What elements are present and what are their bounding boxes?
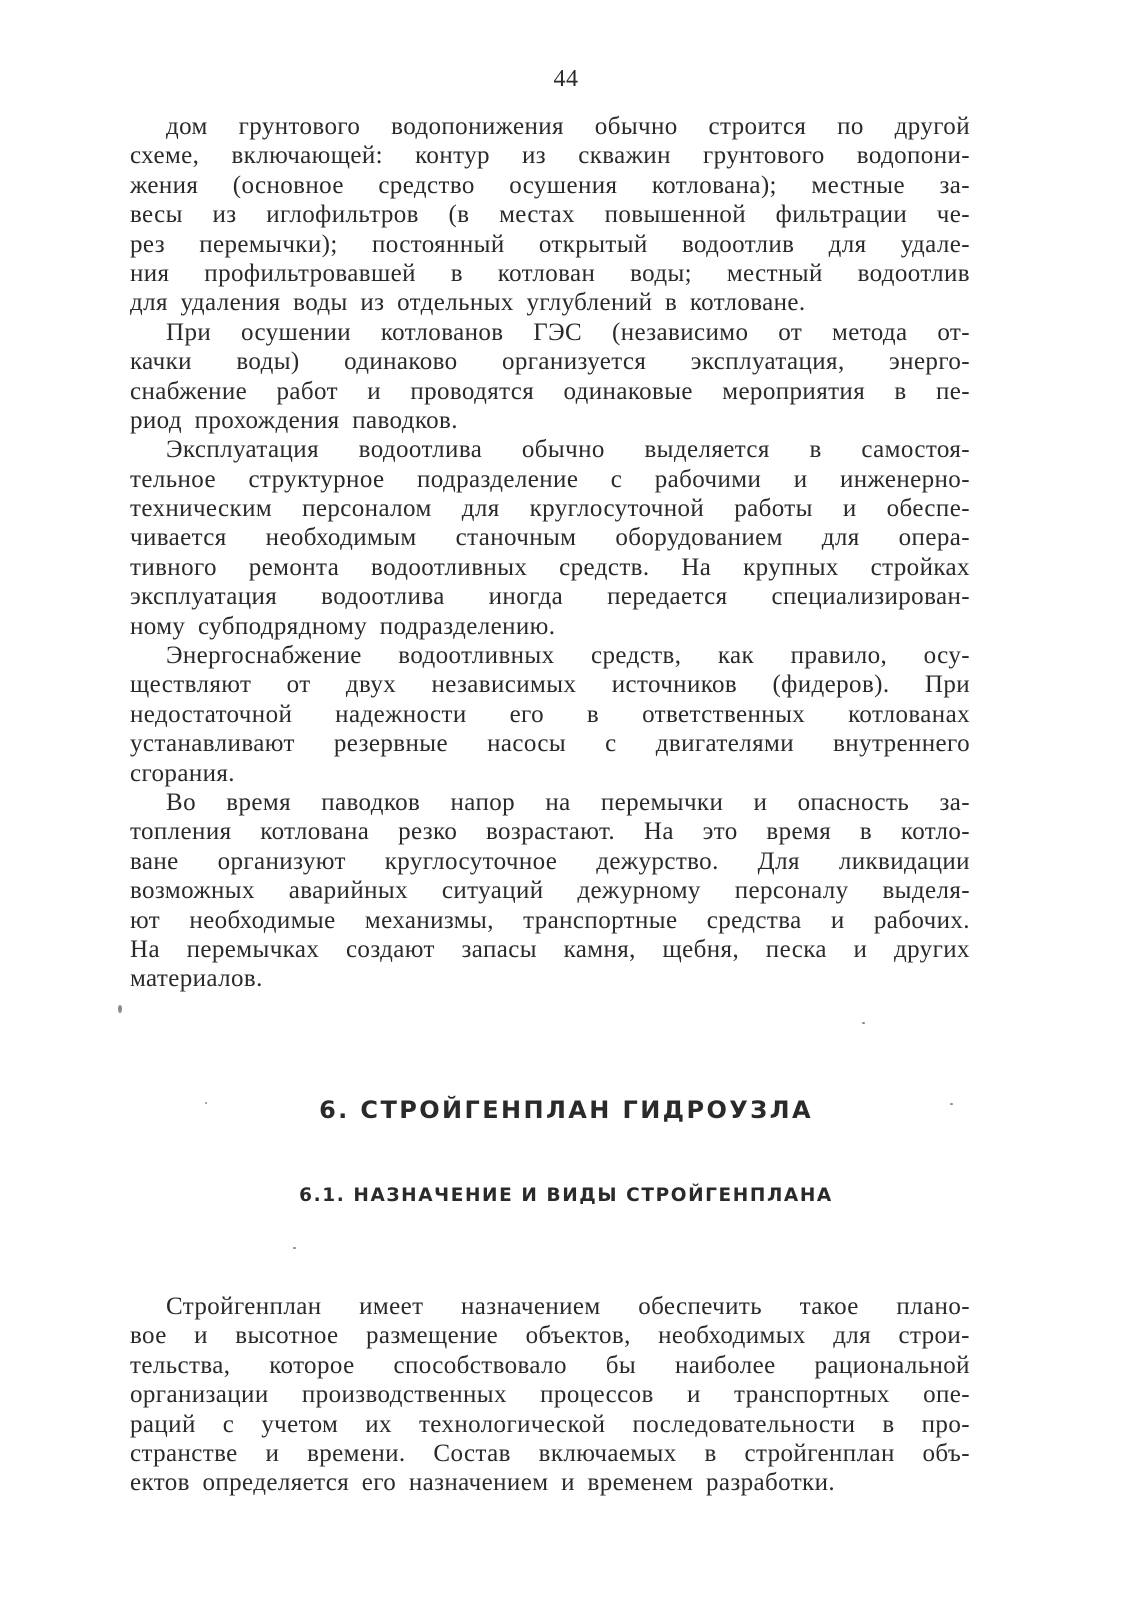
text-line: риод прохождения паводков.: [130, 406, 458, 434]
word: внутреннего: [833, 730, 970, 758]
word: рабочих.: [873, 906, 970, 934]
word: строи-: [898, 1322, 970, 1350]
word: одинаковые: [563, 377, 693, 405]
word: Для: [757, 847, 800, 875]
word: водоотлив: [857, 259, 970, 287]
subsection-title: 6.1. НАЗНАЧЕНИЕ И ВИДЫ СТРОЙГЕНПЛАНА: [299, 1185, 833, 1206]
word: как: [717, 642, 755, 670]
word: схеме,: [130, 142, 200, 170]
word: жения: [130, 171, 199, 199]
word: круглосуточное: [384, 847, 558, 875]
word: создают: [345, 935, 435, 963]
word: в: [450, 259, 463, 287]
word: обеспе-: [886, 495, 970, 523]
word: эксплуатация: [130, 583, 278, 611]
text-line: [130, 788, 970, 817]
text-line: [130, 230, 970, 259]
word: другой: [894, 113, 970, 140]
word: Энергоснабжение: [166, 642, 362, 670]
word: и: [194, 1322, 208, 1350]
word: воды): [236, 348, 300, 376]
word: которое: [269, 1351, 355, 1379]
word: весы: [130, 201, 183, 229]
word: проводятся: [410, 377, 535, 405]
word: скважин: [578, 142, 671, 170]
word: одинаково: [344, 348, 458, 376]
word: средства: [706, 906, 802, 934]
body-text-bottom: [130, 1292, 970, 1498]
word: возможных: [130, 877, 255, 905]
word: для: [828, 230, 867, 258]
word: учетом: [261, 1410, 339, 1438]
word: с: [605, 730, 617, 758]
word: включающей:: [231, 142, 384, 170]
word: двигателями: [655, 730, 794, 758]
word: технологической: [418, 1410, 606, 1438]
word: недостаточной: [130, 700, 293, 728]
text-line: [130, 729, 970, 758]
word: правило,: [790, 642, 888, 670]
text-line: [130, 1439, 970, 1468]
word: и: [753, 788, 768, 816]
word: водоотливных: [398, 642, 555, 670]
word: Во: [166, 788, 196, 816]
word: необходимые: [189, 906, 336, 934]
word: профильтровавшей: [204, 259, 416, 287]
word: и: [842, 495, 857, 523]
word: организуют: [217, 847, 346, 875]
paragraph: [130, 318, 970, 436]
word: дежурному: [577, 877, 701, 905]
text-line: [130, 906, 970, 935]
word: средств,: [591, 642, 682, 670]
word: способствовало: [393, 1351, 567, 1379]
word: организации: [130, 1381, 269, 1409]
word: контур: [415, 142, 490, 170]
text-line: [130, 200, 970, 229]
word: последовательности: [632, 1410, 856, 1438]
word: Состав: [433, 1439, 511, 1467]
word: котлован: [497, 259, 596, 287]
word: местные: [811, 171, 905, 199]
word: странстве: [130, 1439, 238, 1467]
word: обычно: [521, 436, 605, 464]
text-line: материалов.: [130, 965, 263, 993]
word: вое: [130, 1322, 167, 1350]
word: транспортные: [523, 906, 678, 934]
word: строится: [708, 113, 807, 140]
text-line: [130, 523, 970, 552]
word: станочным: [455, 524, 577, 552]
word: напор: [450, 788, 516, 816]
word: двух: [345, 671, 397, 699]
word: стройках: [870, 553, 970, 581]
word: и: [853, 935, 868, 963]
word: местный: [726, 259, 823, 287]
word: перемычки: [600, 788, 724, 816]
text-line: [130, 817, 970, 846]
word: персоналом: [302, 495, 432, 523]
word: ществляют: [130, 671, 252, 699]
word: за-: [939, 171, 970, 199]
word: (в: [448, 201, 470, 229]
text-line: [130, 935, 970, 964]
word: крупных: [743, 553, 839, 581]
word: водопони-: [856, 142, 970, 170]
word: аварийных: [288, 877, 408, 905]
word: ване: [130, 847, 179, 875]
word: про-: [921, 1410, 970, 1438]
text-line: [130, 377, 970, 406]
word: рабочими: [654, 465, 762, 493]
text-line: [130, 141, 970, 170]
body-text-top: [130, 112, 970, 994]
word: котлована: [260, 818, 370, 846]
word: с: [610, 465, 623, 493]
word: стройгенплан: [744, 1439, 895, 1467]
word: котлована);: [651, 171, 777, 199]
scan-speck: [950, 1103, 953, 1105]
word: котлованов: [380, 318, 504, 346]
scan-speck: [293, 1247, 296, 1249]
word: время: [766, 818, 832, 846]
word: и: [830, 906, 845, 934]
word: дом: [166, 113, 208, 140]
word: инженерно-: [839, 465, 970, 493]
word: передается: [607, 583, 728, 611]
word: специализирован-: [771, 583, 970, 611]
text-line: [130, 318, 970, 347]
word: из: [522, 142, 547, 170]
word: ГЭС: [533, 318, 583, 346]
word: на: [545, 788, 571, 816]
word: работы: [734, 495, 813, 523]
word: выделя-: [882, 877, 970, 905]
word: от: [286, 671, 311, 699]
word: для: [821, 524, 860, 552]
word: устанавливают: [130, 730, 295, 758]
word: и: [265, 1439, 280, 1467]
text-line: [130, 1410, 970, 1439]
word: тельное: [130, 465, 216, 493]
word: в: [882, 1410, 895, 1438]
word: организуется: [501, 348, 647, 376]
word: размещение: [365, 1322, 499, 1350]
text-line: [130, 435, 970, 464]
word: оборудованием: [615, 524, 783, 552]
word: На: [130, 935, 160, 963]
word: их: [365, 1410, 392, 1438]
word: работ: [276, 377, 338, 405]
text-line: [130, 1321, 970, 1350]
word: и: [793, 465, 808, 493]
word: снабжение: [130, 377, 248, 405]
word: ликвидации: [838, 847, 970, 875]
text-line: ектов определяется его назначением и временем разработки.: [130, 1469, 836, 1497]
word: удале-: [900, 230, 970, 258]
word: и: [367, 377, 381, 405]
word: опе-: [923, 1381, 970, 1409]
word: обеспечить: [638, 1293, 763, 1320]
word: водоотлив: [681, 230, 795, 258]
word: независимых: [431, 671, 577, 699]
text-line: [130, 494, 970, 523]
word: насосы: [487, 730, 567, 758]
word: повышенной: [604, 201, 747, 229]
word: Эксплуатация: [166, 436, 319, 464]
word: метода: [832, 318, 908, 346]
page-number: 44: [553, 66, 579, 92]
word: необходимых: [658, 1322, 806, 1350]
word: рез: [130, 230, 165, 258]
paragraph: [130, 788, 970, 994]
word: дежурство.: [596, 847, 719, 875]
word: водопонижения: [391, 113, 564, 140]
word: в: [586, 700, 600, 728]
paragraph: [130, 435, 970, 641]
word: имеет: [359, 1293, 424, 1320]
text-line: ному субподрядному подразделению.: [130, 612, 556, 640]
word: обычно: [594, 113, 678, 140]
text-line: [130, 1351, 970, 1380]
word: плано-: [896, 1293, 970, 1320]
text-line: [130, 1380, 970, 1409]
text-line: [130, 641, 970, 670]
word: его: [509, 700, 544, 728]
text-line: [130, 347, 970, 376]
word: осушении: [240, 318, 352, 346]
word: тивного: [130, 553, 217, 581]
word: в: [859, 818, 873, 846]
word: энерго-: [889, 348, 970, 376]
word: постоянный: [371, 230, 505, 258]
word: ремонта: [248, 553, 340, 581]
word: и: [687, 1381, 701, 1409]
word: возрастают.: [486, 818, 616, 846]
word: тельства,: [130, 1351, 231, 1379]
word: выделяется: [644, 436, 770, 464]
text-line: [130, 112, 970, 141]
word: топления: [130, 818, 232, 846]
word: рациональной: [814, 1351, 970, 1379]
word: осу-: [923, 642, 970, 670]
word: раций: [130, 1410, 196, 1438]
word: При: [166, 318, 212, 346]
word: При: [924, 671, 970, 699]
word: (независимо: [611, 318, 749, 346]
word: в: [894, 377, 907, 405]
word: резервные: [333, 730, 448, 758]
word: На: [643, 818, 674, 846]
word: круглосуточной: [529, 495, 705, 523]
text-line: [130, 465, 970, 494]
paragraph: [130, 641, 970, 788]
word: ют: [130, 906, 161, 934]
word: время: [226, 788, 291, 816]
word: объектов,: [525, 1322, 631, 1350]
scan-speck: [862, 1022, 865, 1024]
word: такое: [799, 1293, 859, 1320]
word: перемычках: [186, 935, 320, 963]
word: камня,: [563, 935, 636, 963]
word: че-: [936, 201, 970, 229]
word: водоотлива: [358, 436, 483, 464]
word: персоналу: [734, 877, 849, 905]
word: котло-: [900, 818, 970, 846]
word: средств.: [559, 553, 650, 581]
word: в: [809, 436, 822, 464]
word: надежности: [335, 700, 467, 728]
word: эксплуатация,: [690, 348, 845, 376]
word: транспортных: [734, 1381, 890, 1409]
word: перемычки);: [199, 230, 338, 258]
word: в: [704, 1439, 717, 1467]
word: механизмы,: [364, 906, 494, 934]
word: ответственных: [642, 700, 806, 728]
word: паводков: [321, 788, 421, 816]
text-line: [130, 670, 970, 699]
text-line: [130, 700, 970, 729]
word: для: [833, 1322, 872, 1350]
word: пе-: [935, 377, 970, 405]
word: Стройгенплан: [166, 1293, 322, 1320]
word: необходимым: [265, 524, 417, 552]
word: грунтового: [703, 142, 825, 170]
text-line: сгорания.: [130, 759, 235, 787]
word: резко: [398, 818, 458, 846]
word: опасность: [797, 788, 910, 816]
word: средство: [378, 171, 475, 199]
word: водоотлива: [321, 583, 445, 611]
word: (основное: [232, 171, 344, 199]
word: подразделение: [416, 465, 579, 493]
word: На: [681, 553, 712, 581]
word: фильтрации: [775, 201, 908, 229]
word: за-: [939, 788, 970, 816]
word: от-: [937, 318, 970, 346]
word: объ-: [922, 1439, 970, 1467]
text-line: [130, 582, 970, 611]
word: высотное: [235, 1322, 339, 1350]
word: бы: [605, 1351, 637, 1379]
word: воды;: [630, 259, 692, 287]
word: осушения: [509, 171, 618, 199]
word: котлованах: [848, 700, 970, 728]
word: структурное: [248, 465, 385, 493]
word: мероприятия: [722, 377, 866, 405]
word: источников: [611, 671, 738, 699]
word: ситуаций: [441, 877, 544, 905]
word: самостоя-: [861, 436, 970, 464]
text-line: [130, 876, 970, 905]
text-line: [130, 847, 970, 876]
word: техническим: [130, 495, 273, 523]
scan-speck: [205, 1102, 207, 1104]
text-line: [130, 259, 970, 288]
paragraph: [130, 112, 970, 318]
scan-speck: [118, 1005, 122, 1013]
word: открытый: [538, 230, 648, 258]
word: из: [212, 201, 237, 229]
word: процессов: [540, 1381, 654, 1409]
word: иногда: [488, 583, 564, 611]
text-line: [130, 1292, 970, 1321]
word: опера-: [898, 524, 970, 552]
word: назначением: [461, 1293, 601, 1320]
word: с: [222, 1410, 235, 1438]
word: качки: [130, 348, 192, 376]
word: других: [893, 935, 970, 963]
word: по: [837, 113, 864, 140]
word: иглофильтров: [266, 201, 419, 229]
word: времени.: [307, 1439, 406, 1467]
text-line: для удаления воды из отдельных углублений в котловане.: [130, 289, 806, 317]
word: запасы: [461, 935, 537, 963]
word: это: [702, 818, 738, 846]
word: для: [461, 495, 500, 523]
word: производственных: [301, 1381, 507, 1409]
word: чивается: [130, 524, 227, 552]
word: ния: [130, 259, 170, 287]
section-title: 6. СТРОЙГЕНПЛАН ГИДРОУЗЛА: [319, 1096, 813, 1124]
word: щебня,: [662, 935, 740, 963]
paragraph: [130, 1292, 970, 1498]
word: от: [778, 318, 803, 346]
text-line: [130, 553, 970, 582]
word: песка: [765, 935, 827, 963]
text-line: [130, 171, 970, 200]
word: (фидеров).: [772, 671, 890, 699]
word: наиболее: [674, 1351, 776, 1379]
word: грунтового: [238, 113, 361, 140]
word: местах: [499, 201, 575, 229]
word: включаемых: [538, 1439, 677, 1467]
word: водоотливных: [371, 553, 528, 581]
